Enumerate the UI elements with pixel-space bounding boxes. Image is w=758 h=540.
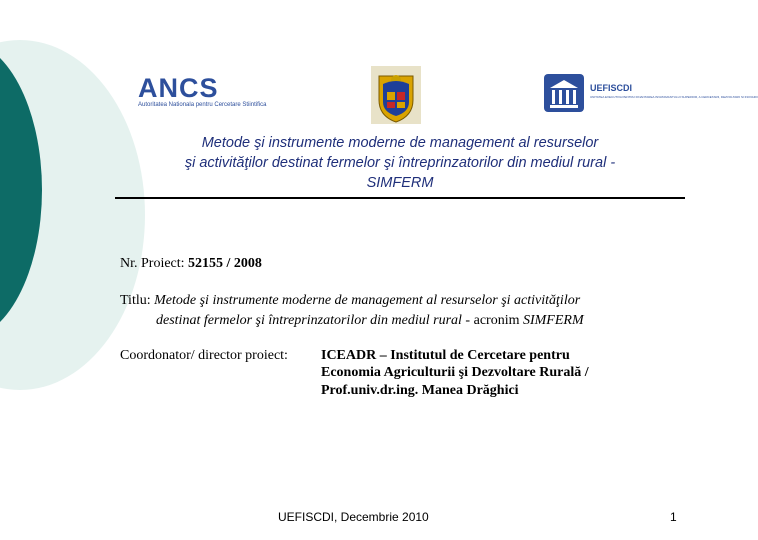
title-divider — [115, 197, 685, 199]
ancs-logo-text: ANCS — [138, 73, 219, 103]
coordinator-line-3: Prof.univ.dr.ing. Manea Drăghici — [321, 383, 519, 398]
acronym-label: acronim — [473, 313, 523, 328]
project-number-label: Nr. Proiect: — [120, 256, 189, 271]
coordinator-label: Coordonator/ director proiect: — [120, 348, 288, 363]
uefiscdi-logo-subtitle: UNITATEA EXECUTIVA PENTRU FINANTAREA INVATAMANTULUI SUPERIOR, A CERCETARII, DEZVOLTARII SI INOVARII — [590, 95, 758, 99]
project-number — [120, 255, 262, 272]
page-number: 1 — [670, 510, 677, 524]
title-line-2: şi activităţilor destinat fermelor şi întreprinzatorilor din mediul rural - — [184, 155, 616, 171]
coat-of-arms-icon — [371, 66, 421, 124]
coordinator-line-1: ICEADR – Institutul de Cercetare pentru — [321, 348, 570, 363]
title-line-1: Metode şi instrumente moderne de management al resurselor — [201, 135, 599, 151]
uefiscdi-logo-text: UEFISCDI — [590, 83, 633, 93]
project-title-label: Titlu: — [120, 293, 155, 308]
acronym-value: SIMFERM — [522, 313, 584, 328]
project-title-line-2 — [156, 312, 584, 329]
project-title-value-2: destinat fermelor şi întreprinzatorilor din mediul rural - — [156, 313, 474, 328]
project-title-value-1: Metode şi instrumente moderne de management al resurselor şi activităţilor — [154, 293, 581, 308]
ancs-logo — [138, 74, 278, 114]
project-title-line-1 — [120, 292, 580, 309]
uefiscdi-logo — [544, 74, 758, 112]
coordinator-line-2: Economia Agriculturii şi Dezvoltare Rurală / — [321, 365, 589, 380]
building-columns-icon — [544, 74, 584, 112]
project-number-value: 52155 / 2008 — [188, 256, 262, 271]
slide-title — [112, 133, 688, 193]
ancs-logo-subtitle: Autoritatea Nationala pentru Cercetare Stiintifica — [138, 102, 267, 108]
footer-text: UEFISCDI, Decembrie 2010 — [278, 510, 429, 524]
title-line-3: SIMFERM — [366, 175, 434, 191]
